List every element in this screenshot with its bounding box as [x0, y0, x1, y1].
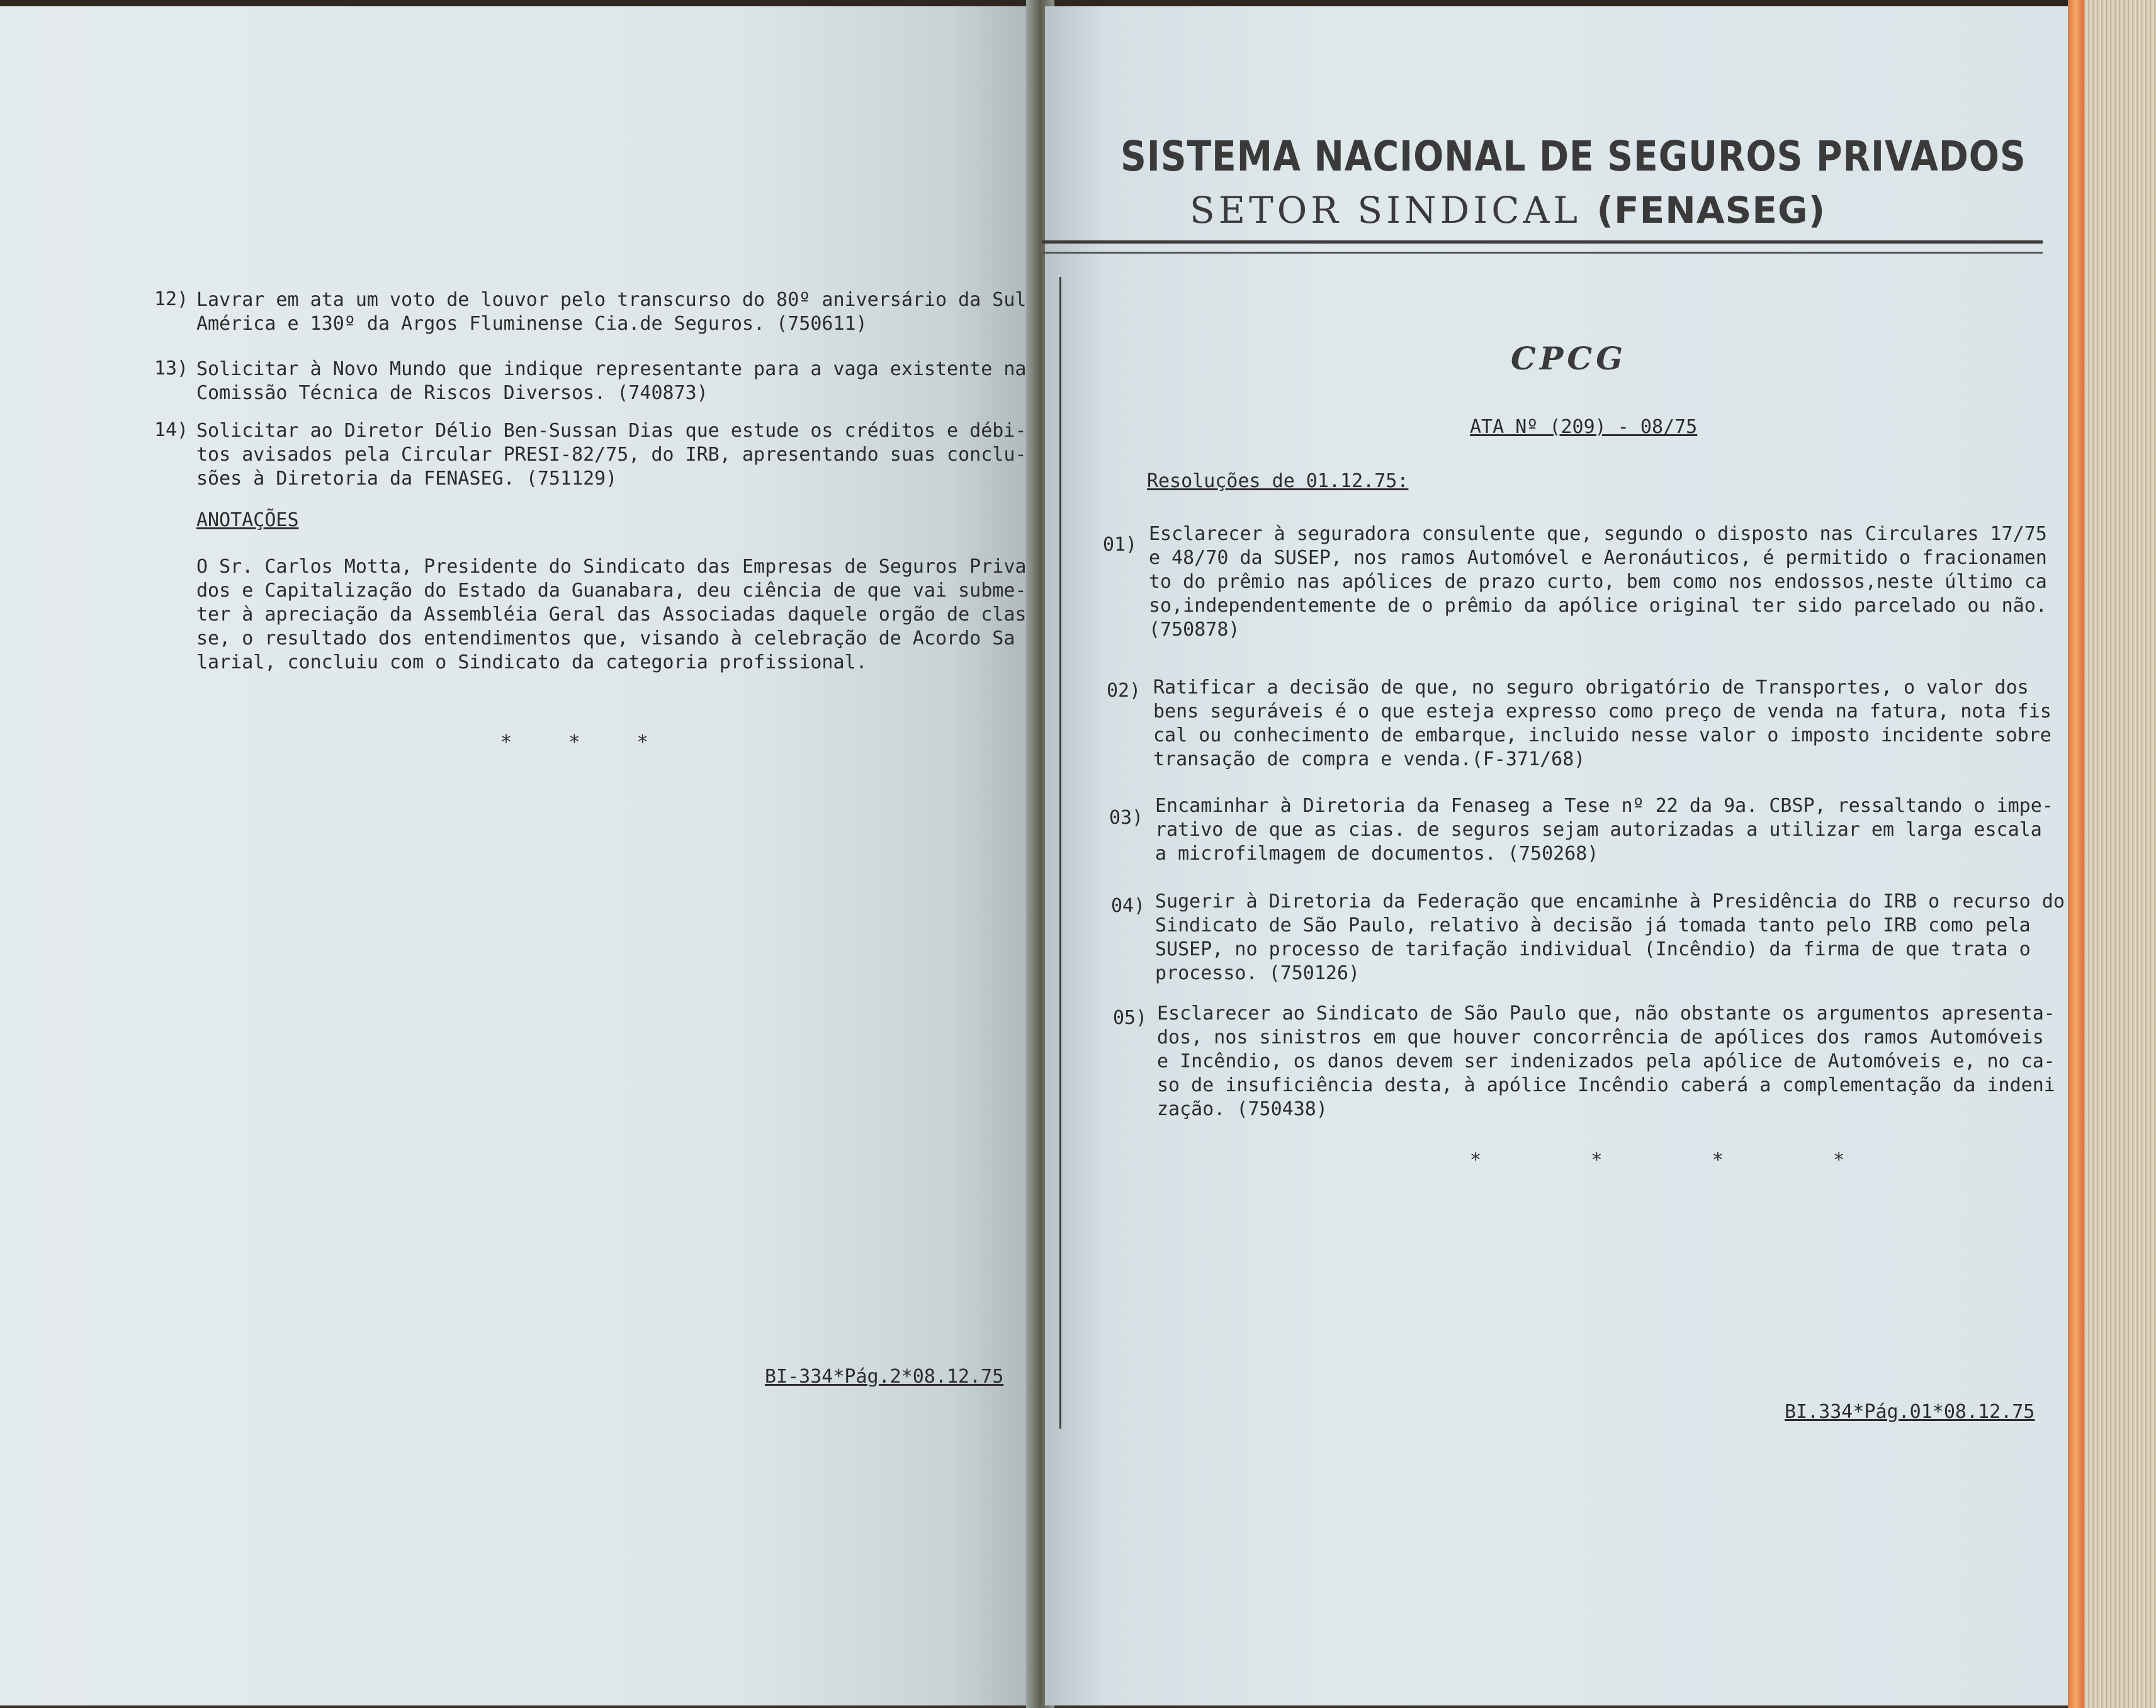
right-item-01-line-1: Esclarecer à seguradora consulente que, segundo o disposto nas Circulares 17/75 [1149, 523, 2047, 545]
right-item-01-line-4: so,independentemente de o prêmio da apólice original ter sido parcelado ou não. [1149, 595, 2047, 617]
notes-heading: ANOTAÇÕES [196, 509, 299, 531]
right-item-02-line-2: bens seguráveis é o que esteja expresso como preço de venda na fatura, nota fis [1153, 700, 2052, 722]
notes-line-3: ter à apreciação da Assembléia Geral das Associadas daquele orgão de clas [196, 604, 1027, 626]
right-item-03-line-1: Encaminhar à Diretoria da Fenaseg a Tese nº 22 da 9a. CBSP, ressaltando o impe- [1155, 795, 2053, 817]
resolutions-date: Resoluções de 01.12.75: [1147, 470, 1409, 492]
left-page-footer: BI-334*Pág.2*08.12.75 [765, 1366, 1004, 1388]
header-rule-thick [1042, 240, 2043, 244]
right-item-03-line-3: a microfilmagem de documentos. (750268) [1155, 843, 1599, 865]
right-item-05-line-4: so de insuficiência desta, à apólice Incêndio caberá a complementação da indeni [1157, 1074, 2055, 1096]
right-item-04-number: 04) [1111, 895, 1146, 917]
orange-page-marker [2068, 0, 2084, 1708]
right-item-04-line-1: Sugerir à Diretoria da Federação que encaminhe à Presidência do IRB o recurso do [1155, 891, 2065, 913]
notes-line-5: larial, concluiu com o Sindicato da categoria profissional. [196, 651, 867, 673]
left-item-12-line-1: Lavrar em ata um voto de louvor pelo transcurso do 80º aniversário da Sul [196, 289, 1027, 311]
right-item-04-line-2: Sindicato de São Paulo, relativo à decisão já tomada tanto pelo IRB como pela [1155, 914, 2031, 936]
right-stars-divider: * * * * [1470, 1149, 1854, 1171]
right-item-01-line-3: to do prêmio nas apólices de prazo curto, bem como nos endossos,neste último ca [1149, 571, 2047, 593]
right-item-04-line-4: processo. (750126) [1155, 962, 1360, 984]
right-item-02-number: 02) [1107, 680, 1141, 702]
header-subtitle [1190, 189, 1826, 232]
left-item-13-number: 13) [154, 357, 189, 379]
right-page-footer: BI.334*Pág.01*08.12.75 [1785, 1401, 2035, 1423]
right-item-05-line-1: Esclarecer ao Sindicato de São Paulo que, não obstante os argumentos apresenta- [1157, 1003, 2055, 1025]
left-stars-divider: * * * [500, 731, 648, 753]
right-item-05-line-2: dos, nos sinistros em que houver concorrência de apólices dos ramos Automóveis [1157, 1026, 2044, 1048]
left-item-12-number: 12) [154, 288, 189, 310]
header-rule-thin [1042, 252, 2043, 254]
header-subtitle-sector: SETOR SINDICAL [1190, 189, 1582, 232]
left-item-14-number: 14) [154, 419, 189, 441]
right-item-01-line-2: e 48/70 da SUSEP, nos ramos Automóvel e Aeronáuticos, é permitido o fracionamen [1149, 547, 2047, 569]
right-item-01-number: 01) [1103, 534, 1137, 556]
header-subtitle-fenaseg: (FENASEG) [1596, 189, 1826, 232]
notes-line-4: se, o resultado dos entendimentos que, visando à celebração de Acordo Sa [196, 627, 1015, 649]
left-item-13-line-1: Solicitar à Novo Mundo que indique representante para a vaga existente na [196, 358, 1027, 380]
left-item-14-line-3: sões à Diretoria da FENASEG. (751129) [196, 468, 618, 490]
left-page [0, 6, 1032, 1705]
left-item-13-line-2: Comissão Técnica de Riscos Diversos. (740873) [196, 382, 708, 404]
right-item-05-line-5: zação. (750438) [1157, 1098, 1328, 1120]
left-item-14-line-1: Solicitar ao Diretor Délio Ben-Sussan Dias que estude os créditos e débi- [196, 420, 1027, 442]
right-item-04-line-3: SUSEP, no processo de tarifação individual (Incêndio) da firma de que trata o [1155, 938, 2031, 960]
right-item-05-line-3: e Incêndio, os danos devem ser indenizados pela apólice de Automóveis e, no ca- [1157, 1050, 2055, 1072]
right-item-02-line-4: transação de compra e venda.(F-371/68) [1153, 748, 1586, 770]
left-item-12-line-2: América e 130º da Argos Fluminense Cia.de Seguros. (750611) [196, 313, 867, 335]
section-title: CPCG [1511, 340, 1627, 377]
right-item-03-line-2: rativo de que as cias. de seguros sejam autorizadas a utilizar em larga escala [1155, 819, 2042, 841]
right-item-01-line-5: (750878) [1149, 619, 1240, 641]
right-item-02-line-1: Ratificar a decisão de que, no seguro obrigatório de Transportes, o valor dos [1153, 677, 2029, 699]
right-item-02-line-3: cal ou conhecimento de embarque, incluido nesse valor o imposto incidente sobre [1153, 724, 2052, 746]
right-item-03-number: 03) [1109, 807, 1144, 829]
header-title: SISTEMA NACIONAL DE SEGUROS PRIVADOS [1120, 132, 2026, 181]
margin-vertical-rule [1059, 277, 1061, 1429]
ata-number: ATA Nº (209) - 08/75 [1470, 416, 1698, 438]
page-edges [2068, 0, 2156, 1708]
notes-line-2: dos e Capitalização do Estado da Guanabara, deu ciência de que vai subme- [196, 580, 1027, 602]
notes-line-1: O Sr. Carlos Motta, Presidente do Sindicato das Empresas de Seguros Priva [196, 556, 1027, 578]
right-item-05-number: 05) [1113, 1007, 1148, 1029]
left-item-14-line-2: tos avisados pela Circular PRESI-82/75, do IRB, apresentando suas conclu- [196, 444, 1027, 466]
